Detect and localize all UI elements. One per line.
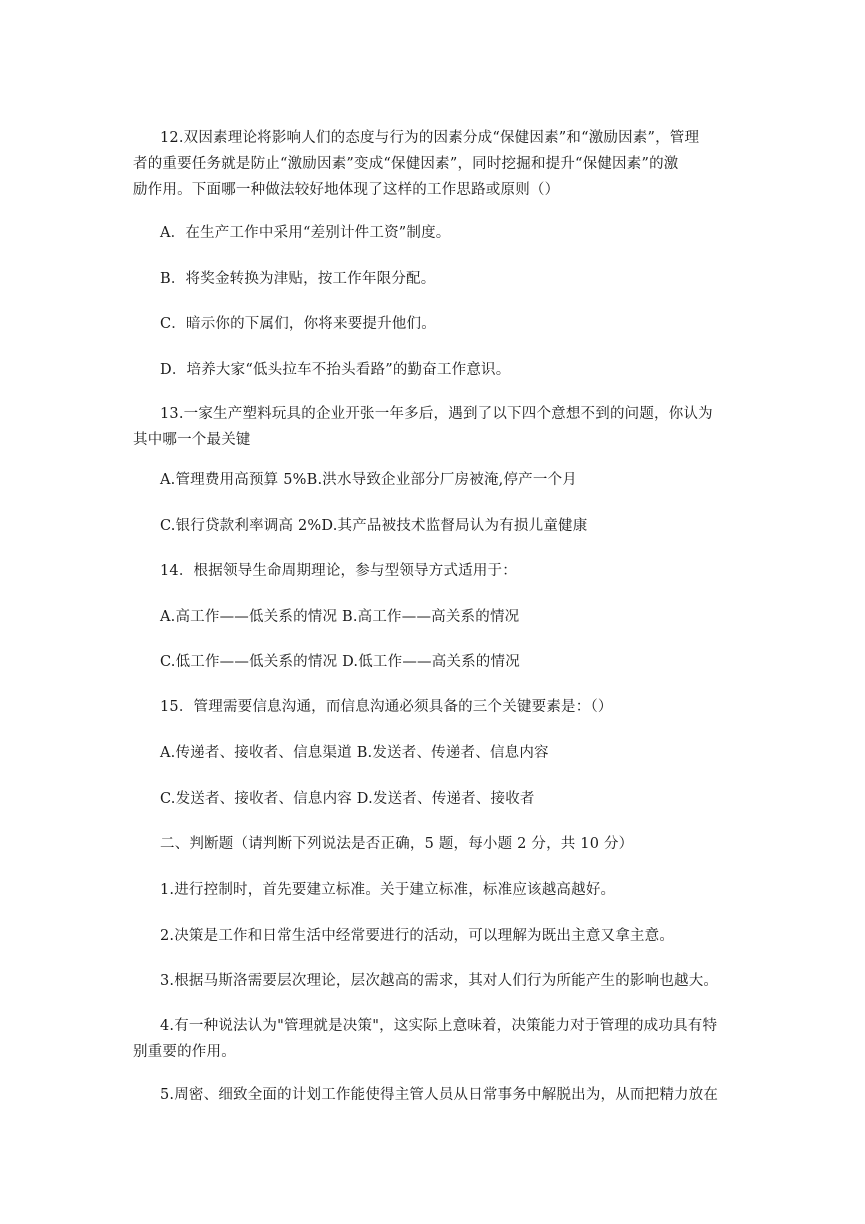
q12-option-b: B．将奖金转换为津贴，按工作年限分配。 bbox=[160, 271, 436, 287]
q13-line2: 其中哪一个最关键 bbox=[133, 432, 251, 448]
q14-options-ab: A.高工作——低关系的情况 B.高工作——高关系的情况 bbox=[160, 609, 520, 625]
section2-heading: 二、判断题（请判断下列说法是否正确，5 题，每小题 2 分，共 10 分） bbox=[160, 836, 634, 852]
q15-options-cd: C.发送者、接收者、信息内容 D.发送者、传递者、接收者 bbox=[160, 791, 535, 807]
q15-options-ab: A.传递者、接收者、信息渠道 B.发送者、传递者、信息内容 bbox=[160, 745, 549, 761]
q12-line1: 12.双因素理论将影响人们的态度与行为的因素分成“保健因素”和“激励因素”，管理 bbox=[160, 130, 700, 146]
q12-line3: 励作用。下面哪一种做法较好地体现了这样的工作思路或原则（） bbox=[133, 182, 560, 198]
section2-item1: 1.进行控制时，首先要建立标准。关于建立标准，标准应该越高越好。 bbox=[160, 882, 616, 898]
q14-options-cd: C.低工作——低关系的情况 D.低工作——高关系的情况 bbox=[160, 654, 520, 670]
section2-item4-line1: 4.有一种说法认为"管理就是决策"，这实际上意味着，决策能力对于管理的成功具有特 bbox=[160, 1018, 718, 1034]
section2-item3: 3.根据马斯洛需要层次理论，层次越高的需求，其对人们行为所能产生的影响也越大。 bbox=[160, 973, 719, 989]
q14-line1: 14．根据领导生命周期理论，参与型领导方式适用于： bbox=[160, 563, 517, 579]
section2-item4-line2: 别重要的作用。 bbox=[133, 1044, 236, 1060]
section2-item5-line1: 5.周密、细致全面的计划工作能使得主管人员从日常事务中解脱出为，从而把精力放在 bbox=[160, 1087, 719, 1103]
q12-option-a: A．在生产工作中采用“差别计件工资”制度。 bbox=[160, 225, 451, 241]
q12-line2: 者的重要任务就是防止“激励因素”变成“保健因素”，同时挖掘和提升“保健因素”的激 bbox=[133, 156, 679, 172]
q12-option-c: C．暗示你的下属们，你将来要提升他们。 bbox=[160, 316, 436, 332]
q12-option-d: D．培养大家“低头拉车不抬头看路”的勤奋工作意识。 bbox=[160, 362, 511, 378]
q13-options-ab: A.管理费用高预算 5%B.洪水导致企业部分厂房被淹,停产一个月 bbox=[160, 472, 577, 488]
q13-options-cd: C.银行贷款利率调高 2%D.其产品被技术监督局认为有损儿童健康 bbox=[160, 518, 588, 534]
q13-line1: 13.一家生产塑料玩具的企业开张一年多后，遇到了以下四个意想不到的问题，你认为 bbox=[160, 406, 713, 422]
q15-line1: 15．管理需要信息沟通，而信息沟通必须具备的三个关键要素是：（） bbox=[160, 699, 613, 715]
section2-item2: 2.决策是工作和日常生活中经常要进行的活动，可以理解为既出主意又拿主意。 bbox=[160, 928, 675, 944]
